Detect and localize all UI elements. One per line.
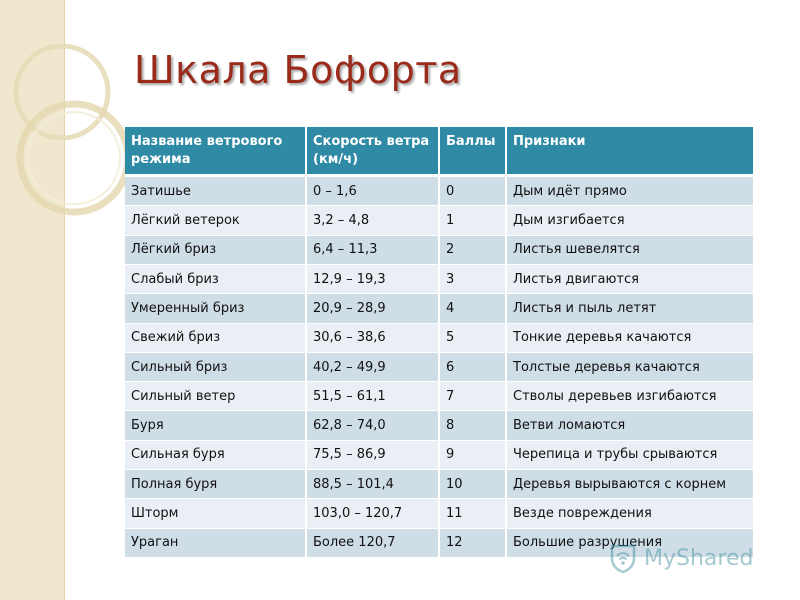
header-wind-name: Название ветрового режима bbox=[125, 127, 307, 177]
cell-wind-name: Умеренный бриз bbox=[125, 294, 307, 323]
cell-wind-speed: 40,2 – 49,9 bbox=[307, 353, 440, 382]
cell-force: 3 bbox=[440, 265, 507, 294]
cell-signs: Дым изгибается bbox=[507, 206, 753, 235]
decorative-rings bbox=[0, 40, 140, 230]
slide-title: Шкала Бофорта bbox=[134, 48, 462, 92]
cell-wind-name: Буря bbox=[125, 411, 307, 440]
cell-wind-speed: Более 120,7 bbox=[307, 529, 440, 558]
cell-wind-speed: 0 – 1,6 bbox=[307, 177, 440, 206]
table-row bbox=[125, 294, 753, 323]
cell-force: 2 bbox=[440, 236, 507, 265]
cell-signs: Большие разрушения bbox=[507, 529, 753, 558]
table-row bbox=[125, 382, 753, 411]
cell-wind-speed: 6,4 – 11,3 bbox=[307, 236, 440, 265]
cell-wind-name: Сильный ветер bbox=[125, 382, 307, 411]
cell-force: 1 bbox=[440, 206, 507, 235]
cell-signs: Везде повреждения bbox=[507, 499, 753, 528]
cell-force: 5 bbox=[440, 324, 507, 353]
cell-signs: Толстые деревья качаются bbox=[507, 353, 753, 382]
cell-signs: Листья шевелятся bbox=[507, 236, 753, 265]
cell-wind-speed: 51,5 – 61,1 bbox=[307, 382, 440, 411]
cell-force: 6 bbox=[440, 353, 507, 382]
table-row bbox=[125, 324, 753, 353]
cell-wind-name: Свежий бриз bbox=[125, 324, 307, 353]
cell-force: 4 bbox=[440, 294, 507, 323]
table-row bbox=[125, 236, 753, 265]
watermark-text: MyShared bbox=[644, 545, 754, 571]
table-row bbox=[125, 470, 753, 499]
cell-force: 0 bbox=[440, 177, 507, 206]
wifi-shield-icon bbox=[608, 542, 638, 574]
cell-signs: Ветви ломаются bbox=[507, 411, 753, 440]
table-row bbox=[125, 206, 753, 235]
cell-signs: Стволы деревьев изгибаются bbox=[507, 382, 753, 411]
table-row bbox=[125, 411, 753, 440]
cell-signs: Листья и пыль летят bbox=[507, 294, 753, 323]
cell-force: 12 bbox=[440, 529, 507, 558]
cell-signs: Дым идёт прямо bbox=[507, 177, 753, 206]
table-header-row bbox=[125, 127, 753, 177]
cell-wind-speed: 30,6 – 38,6 bbox=[307, 324, 440, 353]
cell-force: 11 bbox=[440, 499, 507, 528]
cell-force: 8 bbox=[440, 411, 507, 440]
cell-signs: Тонкие деревья качаются bbox=[507, 324, 753, 353]
cell-wind-name: Лёгкий ветерок bbox=[125, 206, 307, 235]
table-row bbox=[125, 177, 753, 206]
header-force-points: Баллы bbox=[440, 127, 507, 177]
table-row bbox=[125, 499, 753, 528]
cell-force: 9 bbox=[440, 441, 507, 470]
header-wind-speed: Скорость ветра (км/ч) bbox=[307, 127, 440, 177]
cell-wind-name: Сильный бриз bbox=[125, 353, 307, 382]
table-row bbox=[125, 441, 753, 470]
cell-wind-name: Лёгкий бриз bbox=[125, 236, 307, 265]
beaufort-scale-table bbox=[125, 127, 753, 558]
cell-wind-speed: 12,9 – 19,3 bbox=[307, 265, 440, 294]
cell-wind-speed: 103,0 – 120,7 bbox=[307, 499, 440, 528]
cell-wind-name: Затишье bbox=[125, 177, 307, 206]
cell-force: 10 bbox=[440, 470, 507, 499]
cell-wind-speed: 3,2 – 4,8 bbox=[307, 206, 440, 235]
watermark bbox=[608, 541, 753, 575]
cell-wind-name: Полная буря bbox=[125, 470, 307, 499]
cell-wind-name: Шторм bbox=[125, 499, 307, 528]
table-row bbox=[125, 265, 753, 294]
cell-signs: Листья двигаются bbox=[507, 265, 753, 294]
table-row bbox=[125, 353, 753, 382]
cell-wind-name: Слабый бриз bbox=[125, 265, 307, 294]
header-signs: Признаки bbox=[507, 127, 753, 177]
cell-wind-speed: 62,8 – 74,0 bbox=[307, 411, 440, 440]
cell-wind-name: Ураган bbox=[125, 529, 307, 558]
cell-signs: Черепица и трубы срываются bbox=[507, 441, 753, 470]
cell-force: 7 bbox=[440, 382, 507, 411]
cell-wind-speed: 88,5 – 101,4 bbox=[307, 470, 440, 499]
cell-wind-speed: 75,5 – 86,9 bbox=[307, 441, 440, 470]
cell-signs: Деревья вырываются с корнем bbox=[507, 470, 753, 499]
cell-wind-name: Сильная буря bbox=[125, 441, 307, 470]
cell-wind-speed: 20,9 – 28,9 bbox=[307, 294, 440, 323]
